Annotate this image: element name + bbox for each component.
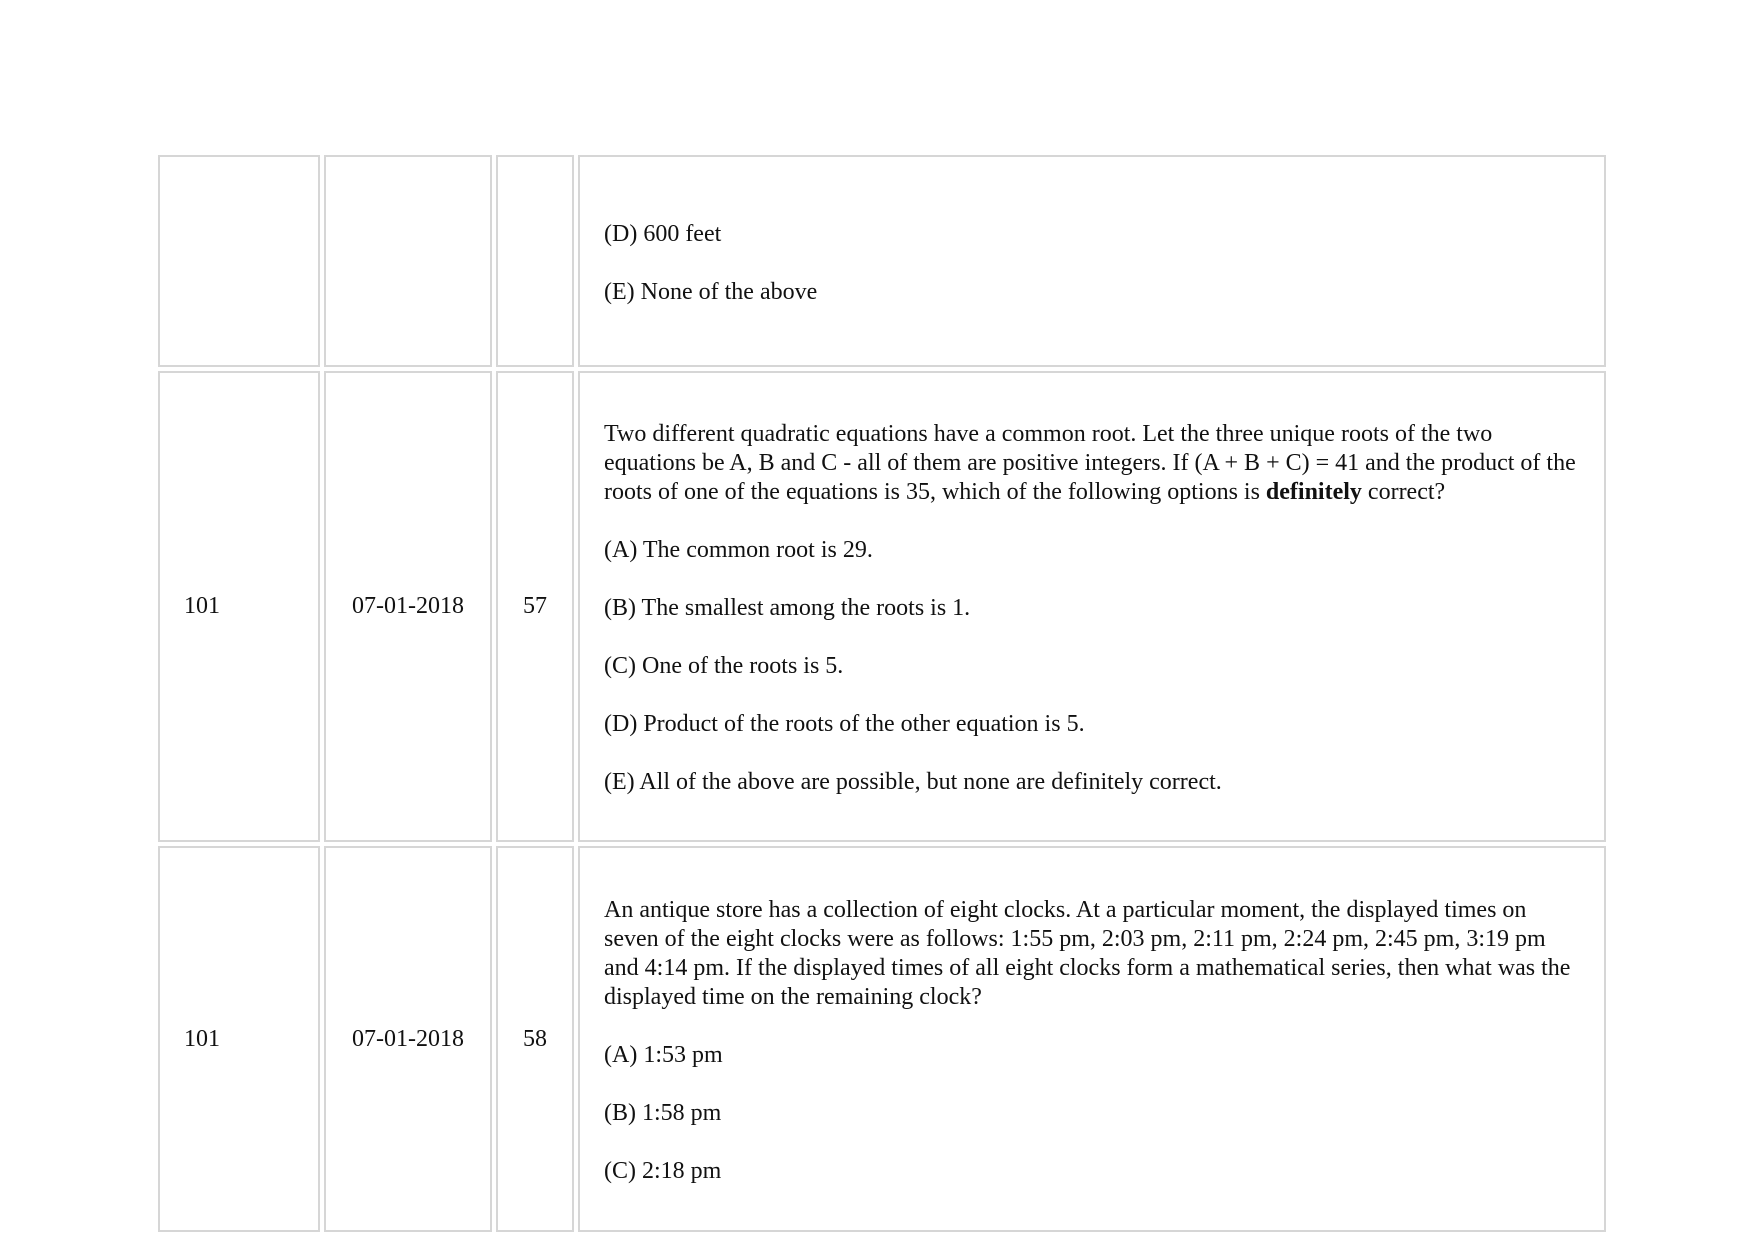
question-cell bbox=[578, 846, 1606, 1232]
question-cell bbox=[578, 155, 1606, 367]
test-id-cell: 101 bbox=[158, 846, 320, 1232]
question-number-cell: 57 bbox=[496, 371, 574, 842]
question-stem bbox=[604, 420, 1580, 507]
question-cell bbox=[578, 371, 1606, 842]
option-d: (D) Product of the roots of the other equation is 5. bbox=[604, 711, 1085, 737]
option-a: (A) 1:53 pm bbox=[604, 1042, 723, 1068]
stem-text: correct? bbox=[1361, 479, 1446, 505]
option-e: (E) None of the above bbox=[604, 278, 818, 305]
option-c: (C) One of the roots is 5. bbox=[604, 653, 844, 679]
date-cell: 07-01-2018 bbox=[324, 371, 492, 842]
questions-table bbox=[154, 151, 1610, 1236]
date-cell bbox=[324, 155, 492, 367]
option-e: (E) All of the above are possible, but none are definitely correct. bbox=[604, 769, 1222, 795]
question-number-cell bbox=[496, 155, 574, 367]
table-row bbox=[158, 371, 1606, 842]
question-stem: An antique store has a collection of eight clocks. At a particular moment, the displayed times on seven of the eight clocks were as follows: 1:55 pm, 2:03 pm, 2:11 pm, 2:24 pm, 2:45 pm, 3:19 pm and 4:14 pm. If the displayed times of all eight clocks form a mathematical series, then what was the displayed time on the remaining clock? bbox=[604, 897, 1571, 1010]
option-b: (B) The smallest among the roots is 1. bbox=[604, 595, 971, 621]
table-row bbox=[158, 846, 1606, 1232]
stem-text: Two different quadratic equations have a common root. Let the three unique roots of the two equations be A, B and C - all of them are positive integers. If (A + B + C) = 41 and the product of the roots of one of the equations is 35, which of the following options is bbox=[604, 421, 1576, 505]
test-id-cell bbox=[158, 155, 320, 367]
option-b: (B) 1:58 pm bbox=[604, 1100, 722, 1126]
question-number-cell: 58 bbox=[496, 846, 574, 1232]
option-a: (A) The common root is 29. bbox=[604, 537, 873, 563]
option-c: (C) 2:18 pm bbox=[604, 1158, 722, 1184]
table-row bbox=[158, 155, 1606, 367]
date-cell: 07-01-2018 bbox=[324, 846, 492, 1232]
stem-emphasis: definitely bbox=[1265, 479, 1362, 505]
option-d: (D) 600 feet bbox=[604, 220, 722, 247]
test-id-cell: 101 bbox=[158, 371, 320, 842]
